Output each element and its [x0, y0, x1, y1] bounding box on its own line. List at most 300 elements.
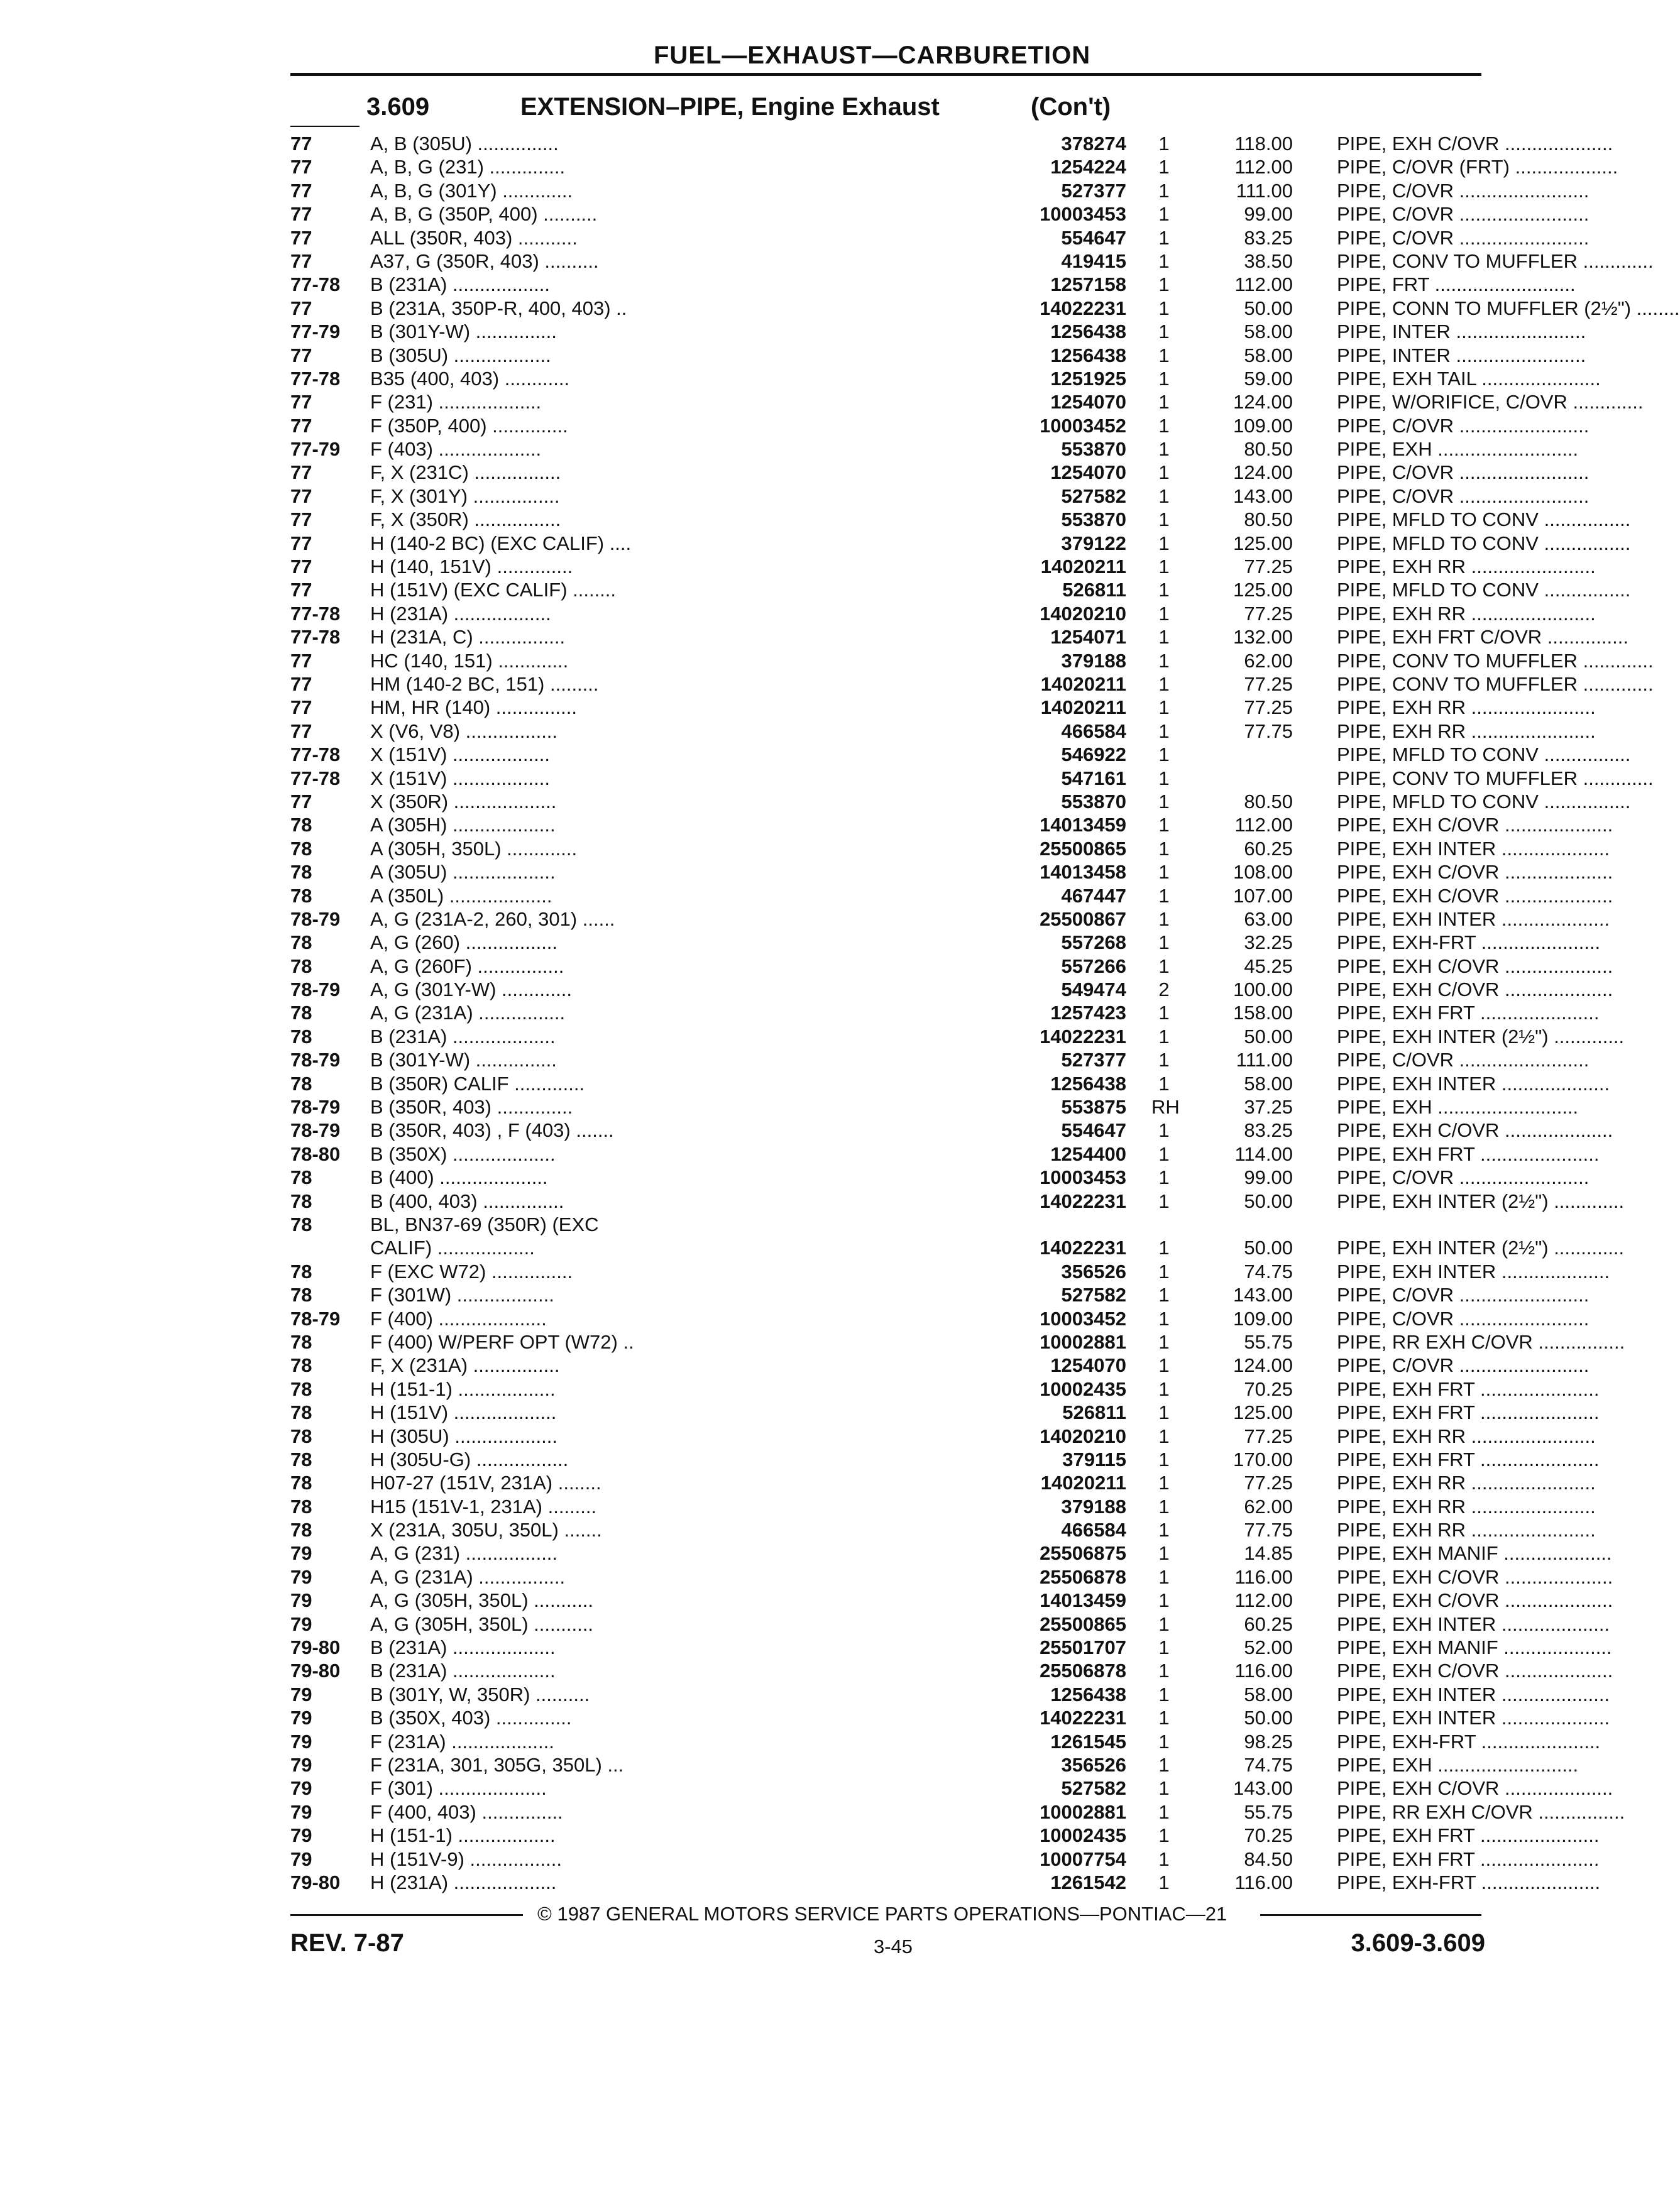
part-number-cell: 378274 [1061, 133, 1126, 155]
model-cell: H (151-1) .................. [370, 1377, 556, 1400]
year-cell: 77 [290, 249, 312, 272]
quantity-cell: 1 [1158, 344, 1170, 366]
table-row [290, 813, 1613, 836]
description-cell: PIPE, EXH C/OVR .................... [1337, 1660, 1613, 1682]
table-row [290, 1848, 1600, 1871]
model-cell: H (151-1) .................. [370, 1824, 556, 1847]
description-cell: PIPE, C/OVR ........................ [1337, 1354, 1589, 1377]
description-cell: PIPE, EXH C/OVR .................... [1337, 1119, 1613, 1142]
description-cell: PIPE, EXH MANIF .................... [1337, 1542, 1612, 1565]
description-cell: PIPE, FRT .......................... [1337, 273, 1576, 296]
description-cell: PIPE, EXH INTER .................... [1337, 1612, 1610, 1635]
year-cell: 79 [290, 1542, 312, 1565]
description-cell: PIPE, EXH TAIL ...................... [1337, 367, 1601, 390]
table-row [290, 1401, 1600, 1424]
quantity-cell: 1 [1158, 367, 1170, 390]
price-cell: 70.25 [1244, 1377, 1293, 1400]
year-cell: 77 [290, 344, 312, 366]
model-cell: F, X (350R) ................ [370, 508, 561, 531]
model-cell: F (400) .................... [370, 1307, 547, 1330]
quantity-cell: 1 [1158, 1237, 1170, 1259]
model-cell: F (400, 403) ............... [370, 1800, 563, 1823]
table-row [290, 1166, 1589, 1189]
price-cell: 77.25 [1244, 1472, 1293, 1494]
part-number-cell: 14022231 [1040, 1237, 1126, 1259]
part-number-cell: 379188 [1061, 1495, 1126, 1518]
part-number-cell: 526811 [1062, 579, 1126, 601]
description-cell: PIPE, C/OVR ........................ [1337, 203, 1589, 226]
year-cell: 78 [290, 1260, 312, 1283]
quantity-cell: 1 [1158, 1119, 1170, 1142]
model-cell: A37, G (350R, 403) .......... [370, 249, 599, 272]
model-cell: A (305H) ................... [370, 814, 556, 836]
quantity-cell: 1 [1158, 1354, 1170, 1377]
table-row [290, 1612, 1610, 1636]
description-cell: PIPE, EXH INTER .................... [1337, 1072, 1610, 1095]
table-row [290, 1354, 1589, 1377]
quantity-cell: 1 [1158, 273, 1170, 296]
table-row [290, 132, 1613, 155]
quantity-cell: 1 [1158, 203, 1170, 226]
year-cell: 78 [290, 1166, 312, 1189]
description-cell: PIPE, CONV TO MUFFLER ............. [1337, 672, 1654, 695]
model-cell: B (305U) .................. [370, 344, 551, 366]
price-cell: 77.25 [1244, 602, 1293, 625]
quantity-cell: 1 [1158, 814, 1170, 836]
part-number-cell: 10002435 [1040, 1824, 1126, 1847]
model-cell: A (305H, 350L) ............. [370, 837, 578, 860]
year-cell: 78 [290, 1519, 312, 1541]
year-cell: 78 [290, 1002, 312, 1024]
model-cell: A, B, G (350P, 400) .......... [370, 203, 598, 226]
table-row [290, 1448, 1600, 1471]
description-cell: PIPE, MFLD TO CONV ................ [1337, 579, 1631, 601]
price-cell: 62.00 [1244, 649, 1293, 672]
model-cell: B (231A) ................... [370, 1636, 556, 1659]
model-cell: A, B, G (301Y) ............. [370, 179, 573, 202]
revision-label: REV. 7-87 [290, 1929, 404, 1957]
description-cell: PIPE, MFLD TO CONV ................ [1337, 743, 1631, 766]
part-number-cell: 14020211 [1040, 556, 1126, 578]
part-number-cell: 553875 [1061, 1096, 1126, 1119]
part-number-cell: 1261545 [1050, 1730, 1126, 1753]
quantity-cell: 1 [1158, 438, 1170, 461]
footer-rule-right [1260, 1914, 1481, 1916]
year-cell: 77 [290, 485, 312, 507]
price-cell: 143.00 [1233, 485, 1293, 507]
quantity-cell: 1 [1158, 1330, 1170, 1353]
part-number-cell: 1257158 [1050, 273, 1126, 296]
price-cell: 50.00 [1244, 1025, 1293, 1048]
section-title: EXTENSION–PIPE, Engine Exhaust [520, 93, 940, 121]
table-row [290, 860, 1613, 884]
model-cell: B (231A) ................... [370, 1660, 556, 1682]
description-cell: PIPE, EXH C/OVR .................... [1337, 133, 1613, 155]
year-cell: 78 [290, 931, 312, 954]
description-cell: PIPE, C/OVR ........................ [1337, 1166, 1589, 1189]
model-cell: A, G (231) ................. [370, 1542, 558, 1565]
price-cell: 112.00 [1234, 814, 1293, 836]
price-cell: 143.00 [1233, 1284, 1293, 1306]
year-cell: 78-80 [290, 1142, 341, 1165]
description-cell: PIPE, EXH C/OVR .................... [1337, 861, 1613, 884]
table-row [290, 344, 1586, 367]
price-cell: 38.50 [1244, 249, 1293, 272]
model-cell: BL, BN37-69 (350R) (EXC [370, 1213, 599, 1235]
price-cell: 170.00 [1233, 1448, 1293, 1470]
table-row [290, 743, 1631, 766]
year-cell: 78 [290, 1495, 312, 1518]
year-cell: 78 [290, 1213, 312, 1235]
year-cell: 79 [290, 1800, 312, 1823]
quantity-cell: 1 [1158, 696, 1170, 719]
quantity-cell: 1 [1158, 602, 1170, 625]
price-cell: 132.00 [1233, 626, 1293, 649]
description-cell: PIPE, C/OVR ........................ [1337, 485, 1589, 507]
description-cell: PIPE, CONV TO MUFFLER ............. [1337, 767, 1654, 789]
price-cell: 50.00 [1244, 1237, 1293, 1259]
table-row [290, 1307, 1589, 1330]
price-cell: 99.00 [1244, 203, 1293, 226]
price-cell: 125.00 [1233, 579, 1293, 601]
price-cell: 112.00 [1234, 1589, 1293, 1612]
year-cell: 77 [290, 461, 312, 484]
quantity-cell: 1 [1158, 1049, 1170, 1071]
price-cell: 45.25 [1244, 955, 1293, 977]
quantity-cell: 1 [1158, 931, 1170, 954]
description-cell: PIPE, EXH INTER .................... [1337, 1707, 1610, 1729]
year-cell: 77-78 [290, 367, 341, 390]
price-cell: 158.00 [1233, 1002, 1293, 1024]
model-cell: A, G (231A) ................ [370, 1565, 566, 1588]
price-cell: 32.25 [1244, 931, 1293, 954]
part-number-cell: 14020210 [1040, 1425, 1126, 1447]
model-cell: F, X (231C) ................ [370, 461, 561, 484]
price-cell: 125.00 [1233, 532, 1293, 554]
model-cell: H (140, 151V) .............. [370, 556, 573, 578]
table-row [290, 461, 1589, 484]
model-cell: B (350X) ................... [370, 1142, 556, 1165]
model-cell: B35 (400, 403) ............ [370, 367, 570, 390]
model-cell: B (301Y-W) ............... [370, 320, 557, 343]
year-cell: 78 [290, 955, 312, 977]
model-cell: A, G (305H, 350L) ........... [370, 1589, 593, 1612]
part-number-cell: 379122 [1061, 532, 1126, 554]
table-row [290, 437, 1579, 461]
quantity-cell: 1 [1158, 1871, 1170, 1893]
quantity-cell: 1 [1158, 1448, 1170, 1470]
quantity-cell: 1 [1158, 556, 1170, 578]
model-cell: B (301Y-W) ............... [370, 1049, 557, 1071]
description-cell: PIPE, CONN TO MUFFLER (2½") ........ [1337, 297, 1680, 319]
quantity-cell: 1 [1158, 1707, 1170, 1729]
table-row [290, 1824, 1600, 1847]
model-cell: X (350R) ................... [370, 790, 557, 813]
part-number-cell: 527377 [1061, 1049, 1126, 1071]
table-row [290, 1471, 1596, 1494]
description-cell: PIPE, EXH RR ....................... [1337, 696, 1596, 719]
table-row [290, 1800, 1625, 1824]
year-cell: 77 [290, 579, 312, 601]
description-cell: PIPE, W/ORIFICE, C/OVR ............. [1337, 391, 1644, 413]
price-cell: 52.00 [1244, 1636, 1293, 1659]
price-cell: 59.00 [1244, 367, 1293, 390]
table-row [290, 390, 1644, 413]
quantity-cell: 1 [1158, 179, 1170, 202]
year-cell: 79-80 [290, 1871, 341, 1893]
price-cell: 116.00 [1234, 1660, 1293, 1682]
description-cell: PIPE, EXH C/OVR .................... [1337, 1565, 1613, 1588]
description-cell: PIPE, EXH RR ....................... [1337, 1519, 1596, 1541]
price-cell: 14.85 [1244, 1542, 1293, 1565]
table-row [290, 1518, 1596, 1541]
description-cell: PIPE, EXH MANIF .................... [1337, 1636, 1612, 1659]
table-row [290, 1283, 1589, 1306]
year-cell: 77 [290, 133, 312, 155]
year-cell: 78-79 [290, 978, 341, 1001]
quantity-cell: 1 [1158, 1800, 1170, 1823]
description-cell: PIPE, EXH FRT ...................... [1337, 1142, 1600, 1165]
year-cell: 79 [290, 1824, 312, 1847]
year-cell: 78 [290, 861, 312, 884]
part-number-cell: 466584 [1061, 720, 1126, 742]
part-number-cell: 1261542 [1050, 1871, 1126, 1893]
model-cell: X (151V) .................. [370, 767, 550, 789]
table-row [290, 202, 1589, 226]
description-cell: PIPE, RR EXH C/OVR ................ [1337, 1330, 1625, 1353]
header-rule [290, 73, 1481, 76]
price-cell: 83.25 [1244, 226, 1293, 249]
part-number-cell: 10002435 [1040, 1377, 1126, 1400]
table-row [290, 1541, 1612, 1565]
part-number-cell: 379188 [1061, 649, 1126, 672]
model-cell: HC (140, 151) ............. [370, 649, 569, 672]
part-number-cell: 14013458 [1040, 861, 1126, 884]
description-cell: PIPE, CONV TO MUFFLER ............. [1337, 649, 1654, 672]
quantity-cell: 1 [1158, 1307, 1170, 1330]
price-cell: 116.00 [1234, 1565, 1293, 1588]
model-cell: A, G (260) ................. [370, 931, 558, 954]
description-cell: PIPE, EXH .......................... [1337, 1096, 1579, 1119]
description-cell: PIPE, EXH INTER .................... [1337, 907, 1610, 930]
model-cell: X (V6, V8) ................. [370, 720, 558, 742]
model-cell: HM, HR (140) ............... [370, 696, 577, 719]
price-cell: 80.50 [1244, 438, 1293, 461]
description-cell: PIPE, MFLD TO CONV ................ [1337, 532, 1631, 554]
table-row [290, 1425, 1596, 1448]
price-cell: 80.50 [1244, 790, 1293, 813]
price-cell: 107.00 [1233, 884, 1293, 907]
part-number-cell: 1256438 [1050, 1683, 1126, 1706]
model-cell: A, B, G (231) .............. [370, 156, 566, 178]
model-cell: F (EXC W72) ............... [370, 1260, 573, 1283]
price-cell: 37.25 [1244, 1096, 1293, 1119]
quantity-cell: 1 [1158, 884, 1170, 907]
model-cell: F (400) W/PERF OPT (W72) .. [370, 1330, 634, 1353]
table-row [290, 1190, 1625, 1213]
year-cell: 78 [290, 814, 312, 836]
quantity-cell: 1 [1158, 1002, 1170, 1024]
quantity-cell: 1 [1158, 1612, 1170, 1635]
model-cell: B (350R, 403) .............. [370, 1096, 573, 1119]
price-cell: 114.00 [1234, 1142, 1293, 1165]
table-row [290, 1377, 1600, 1401]
price-cell: 50.00 [1244, 1190, 1293, 1212]
part-number-cell: 14022231 [1040, 1190, 1126, 1212]
year-cell: 77 [290, 391, 312, 413]
part-number-cell: 10002881 [1040, 1330, 1126, 1353]
year-cell: 79-80 [290, 1636, 341, 1659]
quantity-cell: 1 [1158, 743, 1170, 766]
description-cell: PIPE, EXH RR ....................... [1337, 720, 1596, 742]
part-number-cell: 1254070 [1050, 391, 1126, 413]
part-number-cell: 557266 [1061, 955, 1126, 977]
part-number-cell: 14022231 [1040, 1025, 1126, 1048]
table-row [290, 1260, 1610, 1283]
price-cell: 60.25 [1244, 1612, 1293, 1635]
model-cell: A (350L) ................... [370, 884, 552, 907]
part-number-cell: 25506878 [1040, 1660, 1126, 1682]
table-row [290, 767, 1654, 790]
table-row [290, 367, 1601, 390]
year-cell: 77-78 [290, 743, 341, 766]
part-number-cell: 356526 [1061, 1753, 1126, 1776]
part-number-cell: 10003452 [1040, 414, 1126, 437]
part-number-cell: 25506878 [1040, 1565, 1126, 1588]
model-cell: H (305U) ................... [370, 1425, 558, 1447]
model-cell: B (400, 403) ............... [370, 1190, 564, 1212]
section-range: 3.609-3.609 [1351, 1929, 1485, 1957]
description-cell: PIPE, C/OVR ........................ [1337, 1049, 1589, 1071]
model-cell: X (151V) .................. [370, 743, 550, 766]
description-cell: PIPE, C/OVR ........................ [1337, 226, 1589, 249]
section-continued: (Con't) [1031, 93, 1111, 121]
price-cell: 77.25 [1244, 696, 1293, 719]
part-number-cell: 466584 [1061, 1519, 1126, 1541]
part-number-cell: 1254400 [1050, 1142, 1126, 1165]
year-cell: 78 [290, 1354, 312, 1377]
quantity-cell: 1 [1158, 1660, 1170, 1682]
price-cell: 60.25 [1244, 837, 1293, 860]
year-cell: 77 [290, 203, 312, 226]
year-cell: 77 [290, 226, 312, 249]
description-cell: PIPE, RR EXH C/OVR ................ [1337, 1800, 1625, 1823]
model-cell: B (350R) CALIF ............. [370, 1072, 585, 1095]
year-cell: 78 [290, 837, 312, 860]
quantity-cell: 1 [1158, 720, 1170, 742]
table-row [290, 1072, 1610, 1095]
description-cell: PIPE, C/OVR (FRT) ................... [1337, 156, 1618, 178]
description-cell: PIPE, EXH FRT ...................... [1337, 1377, 1600, 1400]
description-cell: PIPE, EXH FRT C/OVR ............... [1337, 626, 1628, 649]
year-cell: 77-79 [290, 438, 341, 461]
part-number-cell: 553870 [1061, 438, 1126, 461]
part-number-cell: 557268 [1061, 931, 1126, 954]
year-cell: 79 [290, 1848, 312, 1870]
model-cell: H (231A) .................. [370, 602, 551, 625]
quantity-cell: 1 [1158, 1072, 1170, 1095]
part-number-cell: 14020211 [1040, 1472, 1126, 1494]
year-cell: 77 [290, 508, 312, 531]
price-cell: 124.00 [1233, 1354, 1293, 1377]
year-cell: 77 [290, 790, 312, 813]
quantity-cell: 1 [1158, 861, 1170, 884]
price-cell: 74.75 [1244, 1260, 1293, 1283]
model-cell: H (151V) (EXC CALIF) ........ [370, 579, 617, 601]
quantity-cell: 1 [1158, 579, 1170, 601]
description-cell: PIPE, EXH INTER .................... [1337, 1260, 1610, 1283]
price-cell: 84.50 [1244, 1848, 1293, 1870]
price-cell: 112.00 [1234, 273, 1293, 296]
part-number-cell: 14022231 [1040, 297, 1126, 319]
section-number: 3.609 [366, 93, 430, 121]
table-row [290, 720, 1596, 743]
year-cell: 79 [290, 1565, 312, 1588]
part-number-cell: 527582 [1061, 485, 1126, 507]
description-cell: PIPE, EXH INTER .................... [1337, 837, 1610, 860]
part-number-cell: 1254070 [1050, 461, 1126, 484]
price-cell: 74.75 [1244, 1753, 1293, 1776]
price-cell: 124.00 [1233, 391, 1293, 413]
quantity-cell: 1 [1158, 626, 1170, 649]
price-cell: 50.00 [1244, 1707, 1293, 1729]
part-number-cell: 25500865 [1040, 837, 1126, 860]
model-cell: F (231) ................... [370, 391, 542, 413]
description-cell: PIPE, EXH C/OVR .................... [1337, 1589, 1613, 1612]
description-cell: PIPE, EXH RR ....................... [1337, 602, 1596, 625]
quantity-cell: 1 [1158, 1377, 1170, 1400]
quantity-cell: 1 [1158, 532, 1170, 554]
part-number-cell: 419415 [1061, 249, 1126, 272]
model-cell: F (301W) .................. [370, 1284, 554, 1306]
price-cell: 77.25 [1244, 672, 1293, 695]
quantity-cell: 1 [1158, 767, 1170, 789]
price-cell: 77.25 [1244, 556, 1293, 578]
quantity-cell: 1 [1158, 1753, 1170, 1776]
quantity-cell: 1 [1158, 1730, 1170, 1753]
quantity-cell: 1 [1158, 955, 1170, 977]
part-number-cell: 10003453 [1040, 203, 1126, 226]
price-cell: 112.00 [1234, 156, 1293, 178]
table-row [290, 555, 1596, 578]
table-row [290, 1119, 1613, 1142]
table-row [290, 1589, 1613, 1612]
part-number-cell: 549474 [1061, 978, 1126, 1001]
description-cell: PIPE, EXH-FRT ...................... [1337, 1730, 1601, 1753]
model-cell: H (231A) ................... [370, 1871, 557, 1893]
model-cell: A (305U) ................... [370, 861, 556, 884]
part-number-cell: 25500865 [1040, 1612, 1126, 1635]
table-row [290, 1001, 1600, 1024]
footer-rule-left [290, 1914, 523, 1916]
table-row [290, 578, 1631, 601]
price-cell: 111.00 [1236, 179, 1293, 202]
price-cell: 55.75 [1244, 1800, 1293, 1823]
quantity-cell: 1 [1158, 1142, 1170, 1165]
table-row [290, 532, 1631, 555]
table-row [290, 978, 1613, 1001]
part-number-cell: 10003452 [1040, 1307, 1126, 1330]
table-row [290, 1636, 1612, 1659]
part-number-cell: 25500867 [1040, 907, 1126, 930]
price-cell: 58.00 [1244, 1072, 1293, 1095]
quantity-cell: 1 [1158, 649, 1170, 672]
price-cell: 111.00 [1236, 1049, 1293, 1071]
model-cell: H (151V-9) ................. [370, 1848, 562, 1870]
price-cell: 124.00 [1233, 461, 1293, 484]
quantity-cell: 1 [1158, 1025, 1170, 1048]
model-cell: B (350R, 403) , F (403) ....... [370, 1119, 614, 1142]
